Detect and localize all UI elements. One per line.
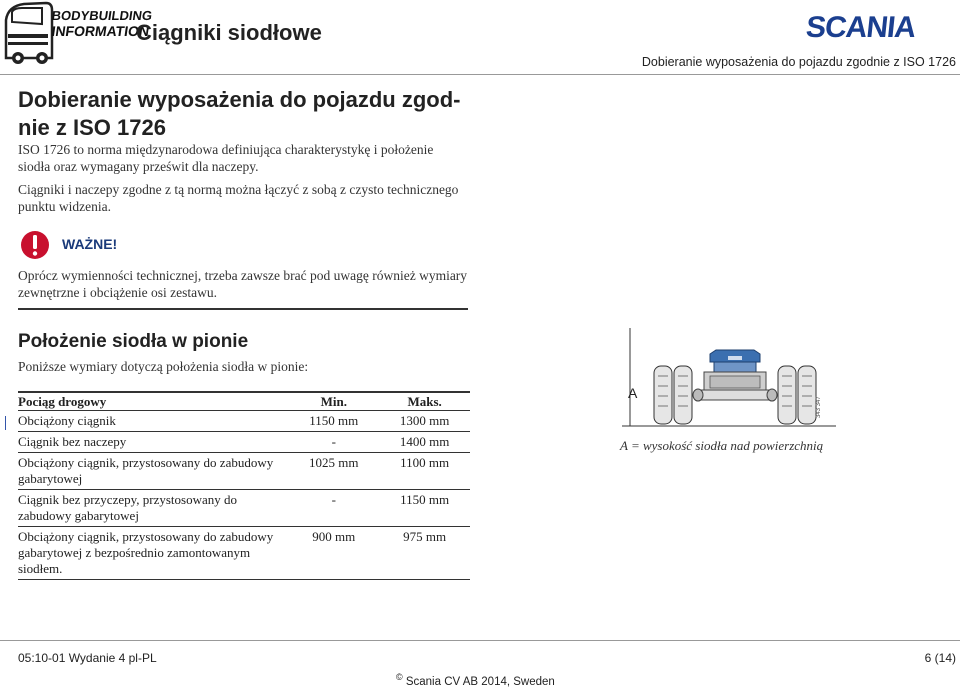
row-label: Obciążony ciągnik, przystosowany do zabudowy gabarytowej — [18, 453, 288, 490]
row-label: Obciążony ciągnik, przystosowany do zabudowy gabarytowej z bezpośrednio zamontowanym siodłem. — [18, 527, 288, 580]
row-max: 1300 mm — [379, 411, 470, 432]
row-min: 1150 mm — [288, 411, 379, 432]
section-title-text: Dobieranie wyposażenia do pojazdu zgod-nie z ISO 1726 — [18, 87, 461, 140]
header-min: Min. — [288, 393, 379, 411]
header-divider — [0, 74, 960, 75]
figure-number: 343 347 — [816, 396, 822, 418]
copyright — [396, 672, 555, 688]
svg-text:SCANIA: SCANIA — [804, 11, 917, 44]
table-row — [18, 453, 470, 490]
page-number: 6 (14) — [924, 651, 956, 665]
row-label: Obciążony ciągnik — [18, 411, 288, 432]
table-row — [18, 411, 470, 432]
paragraph-iso-definition: ISO 1726 to norma międzynarodowa definiująca charakterystykę i położenie siodła oraz wymagany prześwit dla naczepy. — [18, 142, 434, 174]
fifth-wheel-height-figure — [618, 326, 840, 428]
document-title: Ciągniki siodłowe — [136, 20, 322, 45]
bodybuilding-information-logo — [2, 0, 154, 64]
warning-icon — [20, 230, 50, 260]
table-header-row — [18, 393, 470, 411]
dimension-letter-a: A — [628, 385, 638, 401]
table-row — [18, 432, 470, 453]
warning-divider — [18, 308, 468, 310]
paragraph-compatibility: Ciągniki i naczepy zgodne z tą normą można łączyć z sobą z czysto technicznego punktu widzenia. — [18, 182, 459, 214]
row-min: 900 mm — [288, 527, 379, 580]
header-road-train: Pociąg drogowy — [18, 393, 288, 411]
table-row — [18, 527, 470, 580]
footer-divider — [0, 640, 960, 641]
subsection-intro: Poniższe wymiary dotyczą położenia siodła w pionie: — [18, 359, 309, 374]
row-min: 1025 mm — [288, 453, 379, 490]
row-min: - — [288, 490, 379, 527]
row-label: Ciągnik bez naczepy — [18, 432, 288, 453]
dimension-table — [18, 393, 470, 580]
subsection-title: Położenie siodła w pionie — [18, 331, 249, 352]
row-min: - — [288, 432, 379, 453]
figure-caption: A = wysokość siodła nad powierzchnią — [620, 438, 824, 453]
row-max: 1100 mm — [379, 453, 470, 490]
revision-change-bar — [5, 416, 6, 430]
section-title — [18, 86, 488, 142]
header-subtitle: Dobieranie wyposażenia do pojazdu zgodnie z ISO 1726 — [641, 55, 956, 69]
row-label: Ciągnik bez przyczepy, przystosowany do zabudowy gabarytowej — [18, 490, 288, 527]
scania-logo — [804, 10, 956, 44]
document-code: 05:10-01 Wydanie 4 pl-PL — [18, 651, 157, 665]
warning-text: Oprócz wymienności technicznej, trzeba zawsze brać pod uwagę również wymiary zewnętrzne i obciążenie osi zestawu. — [18, 268, 468, 300]
svg-text:BODYBUILDING: BODYBUILDING — [50, 8, 154, 23]
row-max: 975 mm — [379, 527, 470, 580]
row-max: 1400 mm — [379, 432, 470, 453]
svg-text:INFORMATION: INFORMATION — [50, 23, 151, 39]
copyright-text: Scania CV AB 2014, Sweden — [405, 675, 555, 688]
table-row — [18, 490, 470, 527]
warning-label: WAŻNE! — [62, 236, 118, 252]
copyright-symbol: © — [396, 672, 403, 682]
row-max: 1150 mm — [379, 490, 470, 527]
header-max: Maks. — [379, 393, 470, 411]
